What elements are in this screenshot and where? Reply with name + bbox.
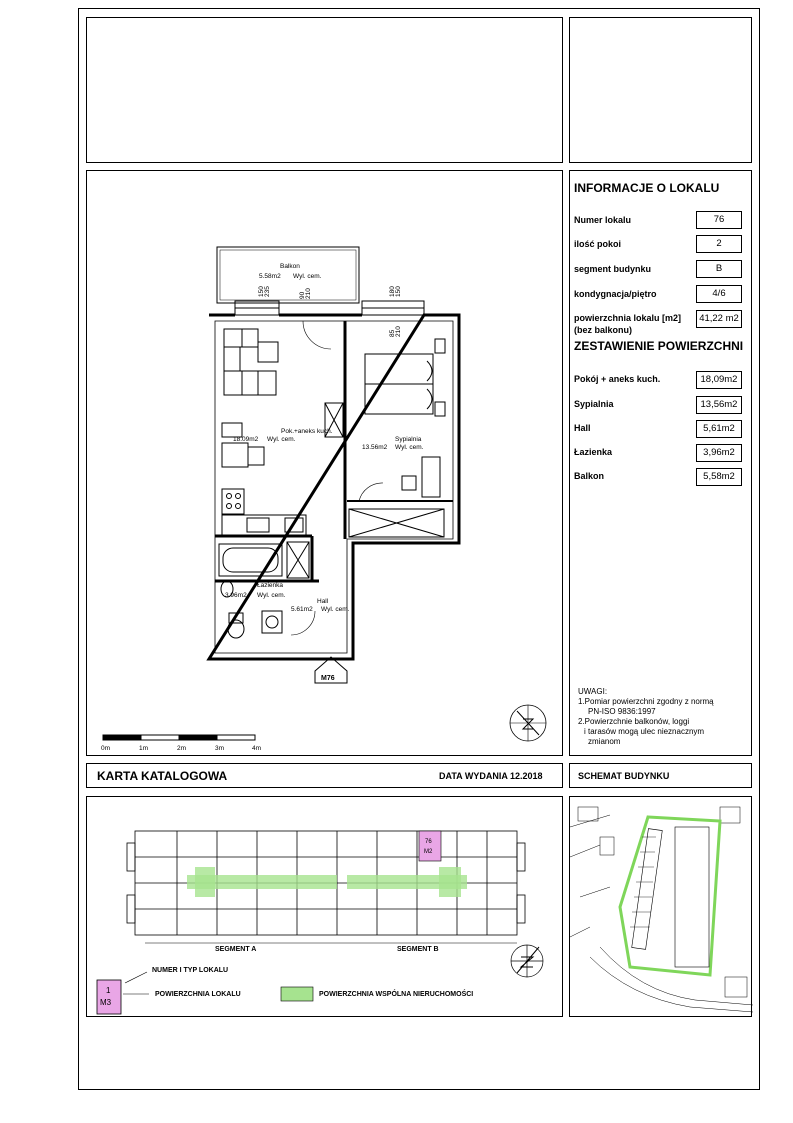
common-area-stair-a bbox=[195, 867, 215, 897]
schema-title: SCHEMAT BUDYNKU bbox=[578, 771, 670, 781]
legend-title: NUMER I TYP LOKALU bbox=[152, 967, 229, 974]
notes-line-2: PN-ISO 9836:1997 bbox=[588, 707, 656, 716]
legend-common-label: POWIERZCHNIA WSPÓLNA NIERUCHOMOŚCI bbox=[319, 991, 474, 998]
floor-plan-box bbox=[86, 170, 563, 756]
balkon-floor: Wyl. cem. bbox=[293, 273, 322, 280]
catalog-title: KARTA KATALOGOWA bbox=[97, 769, 228, 783]
info-value-segment: B bbox=[696, 260, 742, 278]
info-label-pietro: kondygnacja/piętro bbox=[574, 289, 657, 299]
info-value-pokoi: 2 bbox=[696, 235, 742, 253]
pokoj-label: Pok.+aneks kuch. bbox=[281, 428, 333, 435]
info-label-numer: Numer lokalu bbox=[574, 215, 632, 225]
catalog-bar bbox=[86, 763, 563, 788]
common-area-stair-b bbox=[439, 867, 461, 897]
header-logo-box bbox=[86, 17, 563, 163]
area-value-lazienka: 3,96m2 bbox=[696, 444, 742, 462]
area-label-sypialnia: Sypialnia bbox=[574, 399, 614, 409]
balkon-area: 5.58m2 bbox=[259, 273, 281, 280]
pokoj-area: 18.09m2 bbox=[233, 436, 259, 443]
info-label-powierzchnia: powierzchnia lokalu [m2] bbox=[574, 313, 682, 323]
floor-plan-drawing bbox=[87, 171, 564, 757]
legend-unit-label: POWIERZCHNIA LOKALU bbox=[155, 991, 241, 998]
legend-common-swatch bbox=[281, 987, 313, 1001]
areas-title: ZESTAWIENIE POWIERZCHNI bbox=[574, 339, 744, 353]
info-label-pokoi: ilość pokoi bbox=[574, 239, 622, 249]
unit-76-highlight bbox=[419, 831, 441, 861]
segment-b-label: SEGMENT B bbox=[397, 946, 439, 953]
unit-76-number: 76 bbox=[425, 839, 432, 845]
lazienka-area: 3.96m2 bbox=[225, 592, 247, 599]
sypialnia-floor: Wyl. cem. bbox=[395, 444, 424, 451]
area-label-balkon: Balkon bbox=[574, 471, 605, 481]
legend-sample-num: 1 bbox=[106, 986, 111, 995]
unit-tag: M76 bbox=[321, 675, 335, 682]
info-value-numer: 76 bbox=[696, 211, 742, 229]
area-value-sypialnia: 13,56m2 bbox=[696, 396, 742, 414]
site-plan-drawing bbox=[570, 797, 753, 1018]
notes-title: UWAGI: bbox=[578, 687, 608, 696]
sypialnia-area: 13.56m2 bbox=[362, 444, 388, 451]
area-value-hall: 5,61m2 bbox=[696, 420, 742, 438]
info-value-powierzchnia: 41,22 m2 bbox=[696, 310, 742, 328]
dim-5: 180 bbox=[389, 286, 396, 297]
area-value-pokoj: 18,09m2 bbox=[696, 371, 742, 389]
info-label-powierzchnia-sub: (bez balkonu) bbox=[574, 325, 632, 335]
info-value-pietro: 4/6 bbox=[696, 285, 742, 303]
legend-sample-type: M3 bbox=[100, 998, 112, 1007]
header-side-box bbox=[569, 17, 752, 163]
hall-floor: Wyl. cem. bbox=[321, 606, 350, 613]
segment-a-label: SEGMENT A bbox=[215, 946, 257, 953]
schema-bar bbox=[569, 763, 752, 788]
notes-line-1: 1.Pomiar powierzchni zgodny z normą bbox=[578, 697, 714, 706]
lazienka-label: Łazienka bbox=[257, 582, 284, 589]
area-label-hall: Hall bbox=[574, 423, 591, 433]
area-value-balkon: 5,58m2 bbox=[696, 468, 742, 486]
notes-line-5: zmianom bbox=[588, 737, 621, 746]
area-label-pokoj: Pokój + aneks kuch. bbox=[574, 374, 661, 384]
issue-date: DATA WYDANIA 12.2018 bbox=[439, 771, 543, 781]
site-plan-box bbox=[569, 796, 752, 1017]
key-plan-box bbox=[86, 796, 563, 1017]
balkon-label: Balkon bbox=[280, 263, 300, 270]
dim-4: 210 bbox=[305, 288, 312, 299]
notes-line-3: 2.Powierzchnie balkonów, loggi bbox=[578, 717, 690, 726]
unit-76-type: M2 bbox=[424, 849, 433, 855]
info-panel bbox=[569, 170, 752, 756]
key-plan-drawing bbox=[87, 797, 564, 1018]
info-title: INFORMACJE O LOKALU bbox=[574, 181, 720, 195]
area-label-lazienka: Łazienka bbox=[574, 447, 613, 457]
scale-1: 1m bbox=[139, 745, 149, 752]
dim-1: 150 bbox=[258, 286, 265, 297]
sypialnia-label: Sypialnia bbox=[395, 436, 422, 443]
notes-line-4: i tarasów mogą ulec nieznacznym bbox=[584, 727, 705, 736]
dim-8: 210 bbox=[395, 326, 402, 337]
dim-2: 235 bbox=[264, 286, 271, 297]
dim-3: 90 bbox=[299, 291, 306, 299]
scale-4: 4m bbox=[252, 745, 262, 752]
pokoj-floor: Wyl. cem. bbox=[267, 436, 296, 443]
scale-3: 3m bbox=[215, 745, 225, 752]
scale-2: 2m bbox=[177, 745, 187, 752]
dim-6: 150 bbox=[395, 286, 402, 297]
dim-7: 85 bbox=[389, 329, 396, 337]
hall-area: 5.61m2 bbox=[291, 606, 313, 613]
hall-label: Hall bbox=[317, 598, 329, 605]
info-label-segment: segment budynku bbox=[574, 264, 652, 274]
lazienka-floor: Wyl. cem. bbox=[257, 592, 286, 599]
scale-0: 0m bbox=[101, 745, 111, 752]
